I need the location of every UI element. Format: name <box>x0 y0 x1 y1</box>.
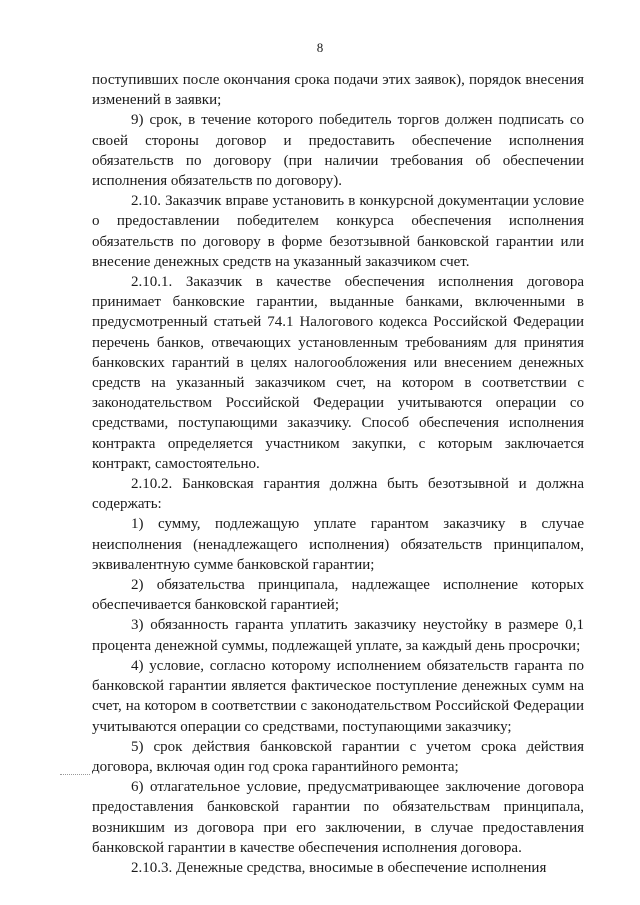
paragraph-item-1: 1) сумму, подлежащую уплате гарантом заказчику в случае неисполнения (ненадлежащего исполнения) обязательств принципалом, эквивалентную сумме банковской гарантии; <box>92 516 584 573</box>
scan-artifact <box>60 774 90 776</box>
paragraph-2-10-2: 2.10.2. Банковская гарантия должна быть безотзывной и должна содержать: <box>92 476 584 513</box>
paragraph-continuation: поступивших после окончания срока подачи этих заявок), порядок внесения изменений в заявки; <box>92 72 584 109</box>
document-body <box>92 70 584 878</box>
paragraph-2-10: 2.10. Заказчик вправе установить в конкурсной документации условие о предоставлении победителем конкурса обеспечения исполнения обязательств по договору в форме безотзывной банковской гарантии или внесение денежных средств на указанный заказчиком счет. <box>92 193 584 270</box>
paragraph-item-5: 5) срок действия банковской гарантии с учетом срока действия договора, включая один год срока гарантийного ремонта; <box>92 738 584 775</box>
paragraph-2-10-3: 2.10.3. Денежные средства, вносимые в обеспечение исполнения <box>131 859 547 876</box>
paragraph-item-3: 3) обязанность гаранта уплатить заказчику неустойку в размере 0,1 процента денежной суммы, подлежащей уплате, за каждый день просрочки; <box>92 617 584 654</box>
page-number: 8 <box>316 40 324 55</box>
paragraph-item-9: 9) срок, в течение которого победитель торгов должен подписать со своей стороны договор и предоставить обеспечение исполнения обязательств по договору (при наличии требования об обеспечении исполнения обязательств по договору). <box>92 112 584 190</box>
paragraph-item-4: 4) условие, согласно которому исполнением обязательств гаранта по банковской гарантии является фактическое поступление денежных сумм на счет, на котором в соответствии с законодательством Российской Федерации учитываются операции со средствами, поступающими заказчику; <box>92 657 584 735</box>
paragraph-item-2: 2) обязательства принципала, надлежащее исполнение которых обеспечивается банковской гарантией; <box>92 577 584 614</box>
paragraph-item-6: 6) отлагательное условие, предусматривающее заключение договора предоставления банковской гарантии по обязательствам принципала, возникшим из договора при его заключении, в случае предоставления банковской гарантии в качестве обеспечения исполнения договора. <box>92 779 584 856</box>
paragraph-2-10-1: 2.10.1. Заказчик в качестве обеспечения исполнения договора принимает банковские гарантии, выданные банками, включенными в предусмотренный статьей 74.1 Налогового кодекса Российской Федерации перечень банков, отвечающих установленным требованиям для принятия банковских гарантий в целях налогообложения или внесением денежных средств на указанный заказчиком счет, на котором в соответствии с законодательством Российской Федерации учитываются операции со средствами, поступающими заказчику. Способ обеспечения исполнения контракта определяется участником закупки, с которым заключается контракт, самостоятельно. <box>92 274 584 472</box>
